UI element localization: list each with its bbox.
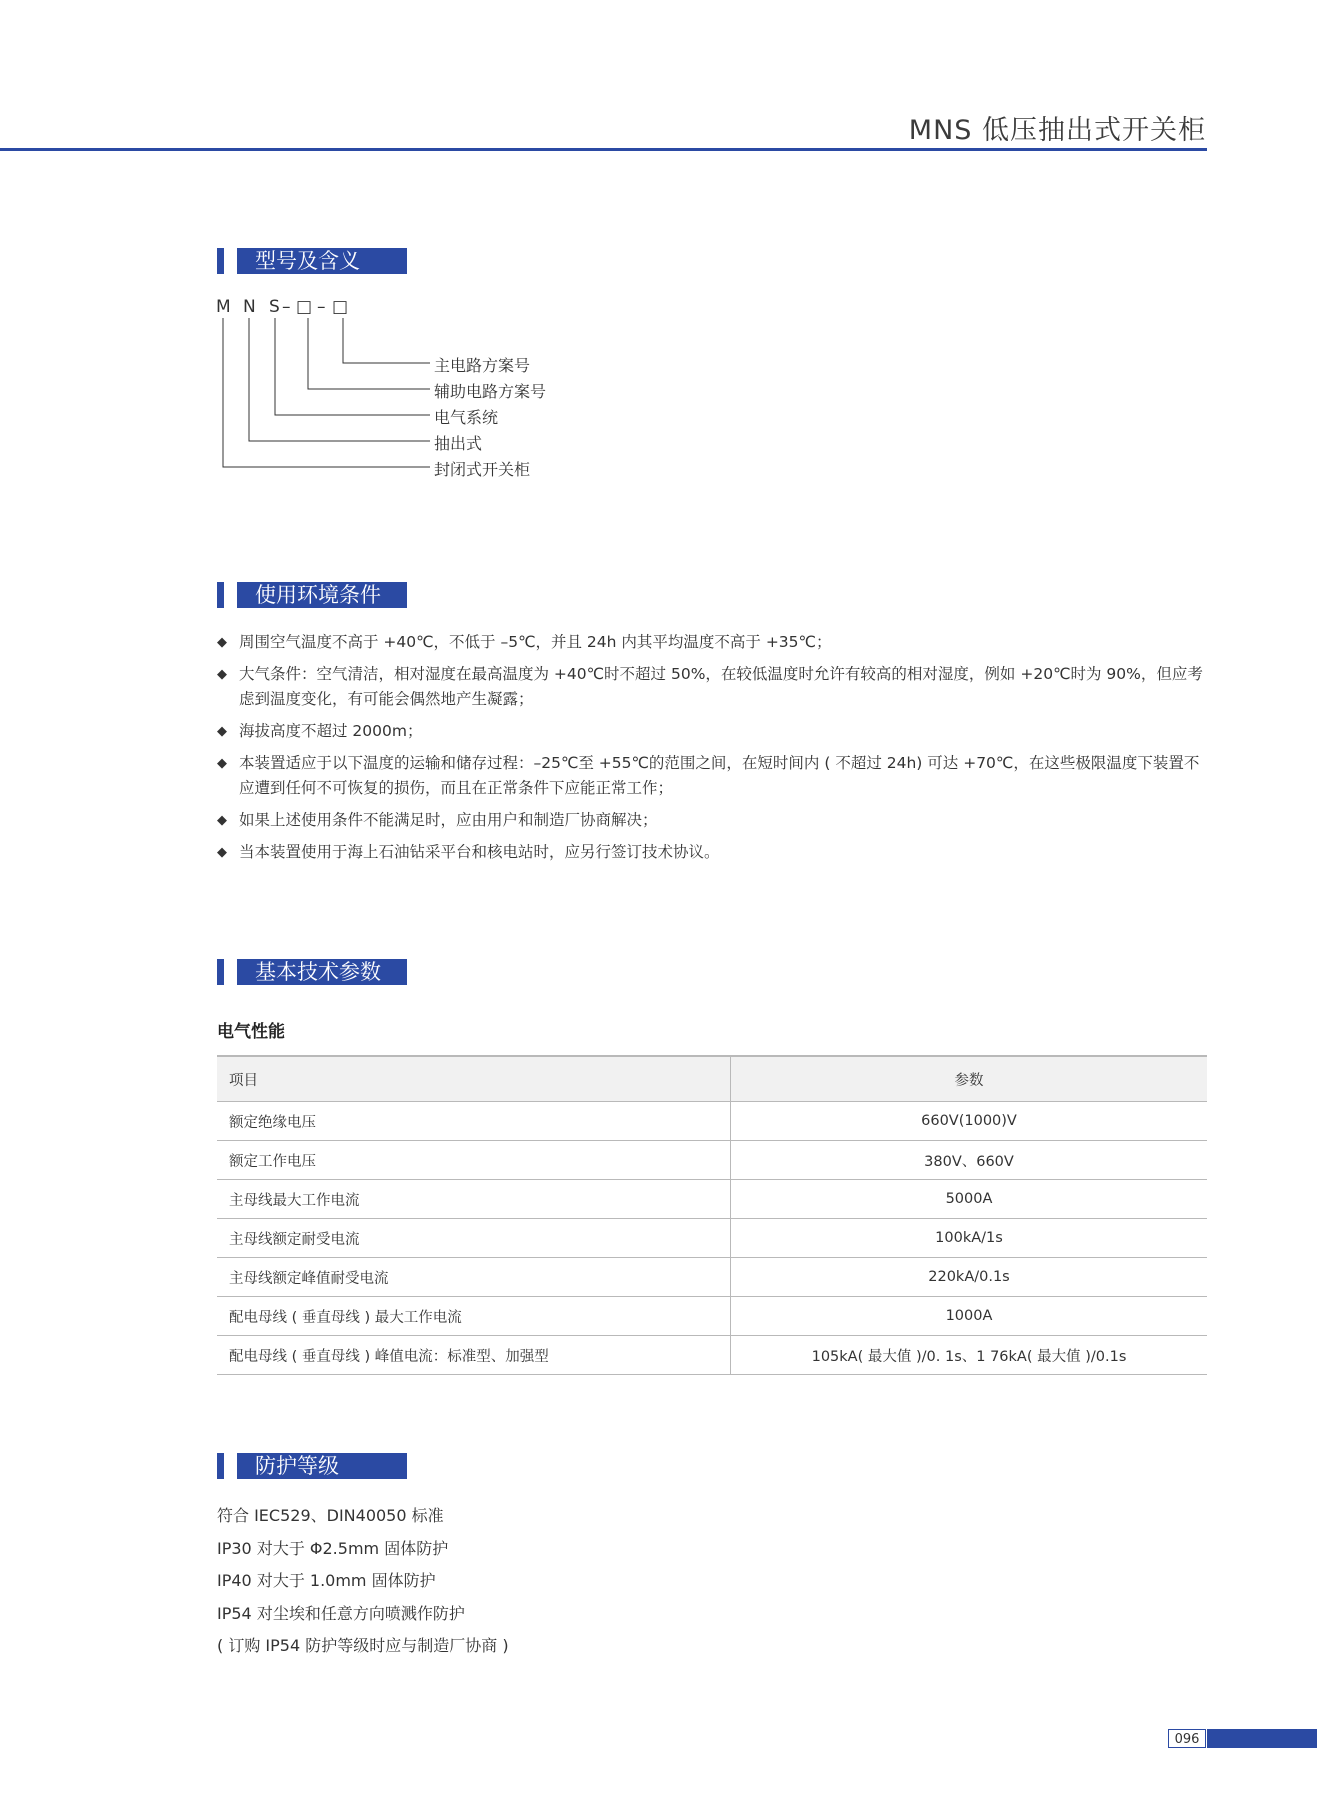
table-cell-item: 配电母线 ( 垂直母线 ) 最大工作电流 <box>217 1297 731 1336</box>
list-item: 符合 IEC529、DIN40050 标准 <box>217 1506 444 1525</box>
page-header-title: MNS 低压抽出式开关柜 <box>908 115 1206 146</box>
table-cell-value: 105kA( 最大值 )/0. 1s、1 76kA( 最大值 )/0.1s <box>731 1336 1208 1375</box>
section-heading-environment <box>217 582 407 608</box>
environment-list <box>217 630 1207 872</box>
section-title-environment: 使用环境条件 <box>237 582 407 608</box>
model-dash-1: – <box>282 297 291 317</box>
list-item: IP54 对尘埃和任意方向喷溅作防护 <box>217 1603 465 1623</box>
table-cell-item: 主母线最大工作电流 <box>217 1180 731 1219</box>
page-number: 096 <box>1168 1729 1206 1748</box>
model-box-2: □ <box>332 297 349 317</box>
diamond-bullet-icon: ◆ <box>217 756 227 771</box>
table-cell-item: 主母线额定耐受电流 <box>217 1219 731 1258</box>
section-title-params: 基本技术参数 <box>237 959 407 985</box>
table-cell-value: 380V、660V <box>731 1141 1208 1180</box>
diamond-bullet-icon: ◆ <box>217 724 227 739</box>
table-row <box>217 1102 1207 1141</box>
table-row <box>217 1219 1207 1258</box>
model-letter-m: M <box>216 297 231 317</box>
column-header-value: 参数 <box>731 1056 1208 1102</box>
table-cell-value: 100kA/1s <box>731 1219 1208 1258</box>
section-title-model: 型号及含义 <box>237 248 407 274</box>
table-cell-item: 配电母线 ( 垂直母线 ) 峰值电流：标准型、加强型 <box>217 1336 731 1375</box>
table-cell-value: 5000A <box>731 1180 1208 1219</box>
list-item: ◆ 海拔高度不超过 2000m； <box>217 719 1207 744</box>
connector-main-circuit <box>343 318 430 363</box>
model-letter-s: S <box>269 297 280 317</box>
model-letter-n: N <box>243 297 256 317</box>
diamond-bullet-icon: ◆ <box>217 635 227 650</box>
diamond-bullet-icon: ◆ <box>217 667 227 682</box>
section-marker <box>217 1453 224 1479</box>
section-heading-protection <box>217 1453 407 1479</box>
list-item: ◆ 周围空气温度不高于 +40℃，不低于 –5℃，并且 24h 内其平均温度不高于 +35℃； <box>217 630 1207 655</box>
table-row <box>217 1297 1207 1336</box>
table-row <box>217 1258 1207 1297</box>
connector-enclosed <box>223 318 430 467</box>
column-header-item: 项目 <box>217 1056 731 1102</box>
electrical-subtitle: 电气性能 <box>217 1022 285 1042</box>
section-marker <box>217 582 224 608</box>
table-cell-item: 额定工作电压 <box>217 1141 731 1180</box>
table-row <box>217 1141 1207 1180</box>
table-header-row <box>217 1056 1207 1102</box>
table-cell-value: 220kA/0.1s <box>731 1258 1208 1297</box>
diamond-bullet-icon: ◆ <box>217 845 227 860</box>
section-title-protection: 防护等级 <box>237 1453 407 1479</box>
list-item: ◆ 如果上述使用条件不能满足时，应由用户和制造厂协商解决； <box>217 808 1207 833</box>
connector-drawout <box>249 318 430 441</box>
model-dash-2: – <box>317 297 326 317</box>
list-item: ◆ 当本装置使用于海上石油钻采平台和核电站时，应另行签订技术协议。 <box>217 840 1207 865</box>
list-item: ◆ 大气条件：空气清洁，相对湿度在最高温度为 +40℃时不超过 50%，在较低温度时允许有较高的相对湿度，例如 +20℃时为 90%，但应考虑到温度变化，有可能会偶然地产生凝露； <box>217 662 1207 712</box>
section-heading-params <box>217 959 407 985</box>
model-connector-lines <box>0 0 1317 520</box>
list-item: IP30 对大于 Φ2.5mm 固体防护 <box>217 1538 449 1558</box>
section-marker <box>217 959 224 985</box>
connector-aux-circuit <box>308 318 430 389</box>
list-item: ◆ 本装置适应于以下温度的运输和储存过程：–25℃至 +55℃的范围之间，在短时间内 ( 不超过 24h) 可达 +70℃，在这些极限温度下装置不应遭到任何不可恢复的损伤，而且在正常条件下应能正常工作； <box>217 751 1207 801</box>
page-number-bar <box>1207 1729 1317 1748</box>
list-item: ( 订购 IP54 防护等级时应与制造厂协商 ) <box>217 1636 509 1655</box>
model-label-main-circuit: 主电路方案号 <box>434 356 531 375</box>
table-cell-item: 主母线额定峰值耐受电流 <box>217 1258 731 1297</box>
table-row <box>217 1336 1207 1375</box>
table-row <box>217 1180 1207 1219</box>
model-label-electrical-system: 电气系统 <box>434 408 499 427</box>
model-box-1: □ <box>296 297 313 317</box>
diamond-bullet-icon: ◆ <box>217 813 227 828</box>
model-label-enclosed: 封闭式开关柜 <box>434 460 531 479</box>
model-label-aux-circuit: 辅助电路方案号 <box>434 382 547 401</box>
list-item: IP40 对大于 1.0mm 固体防护 <box>217 1571 436 1590</box>
connector-electrical <box>275 318 430 415</box>
table-cell-item: 额定绝缘电压 <box>217 1102 731 1141</box>
electrical-params-table <box>217 1055 1207 1375</box>
table-cell-value: 1000A <box>731 1297 1208 1336</box>
model-label-drawout: 抽出式 <box>434 434 483 453</box>
table-cell-value: 660V(1000)V <box>731 1102 1208 1141</box>
protection-list <box>217 1500 509 1663</box>
